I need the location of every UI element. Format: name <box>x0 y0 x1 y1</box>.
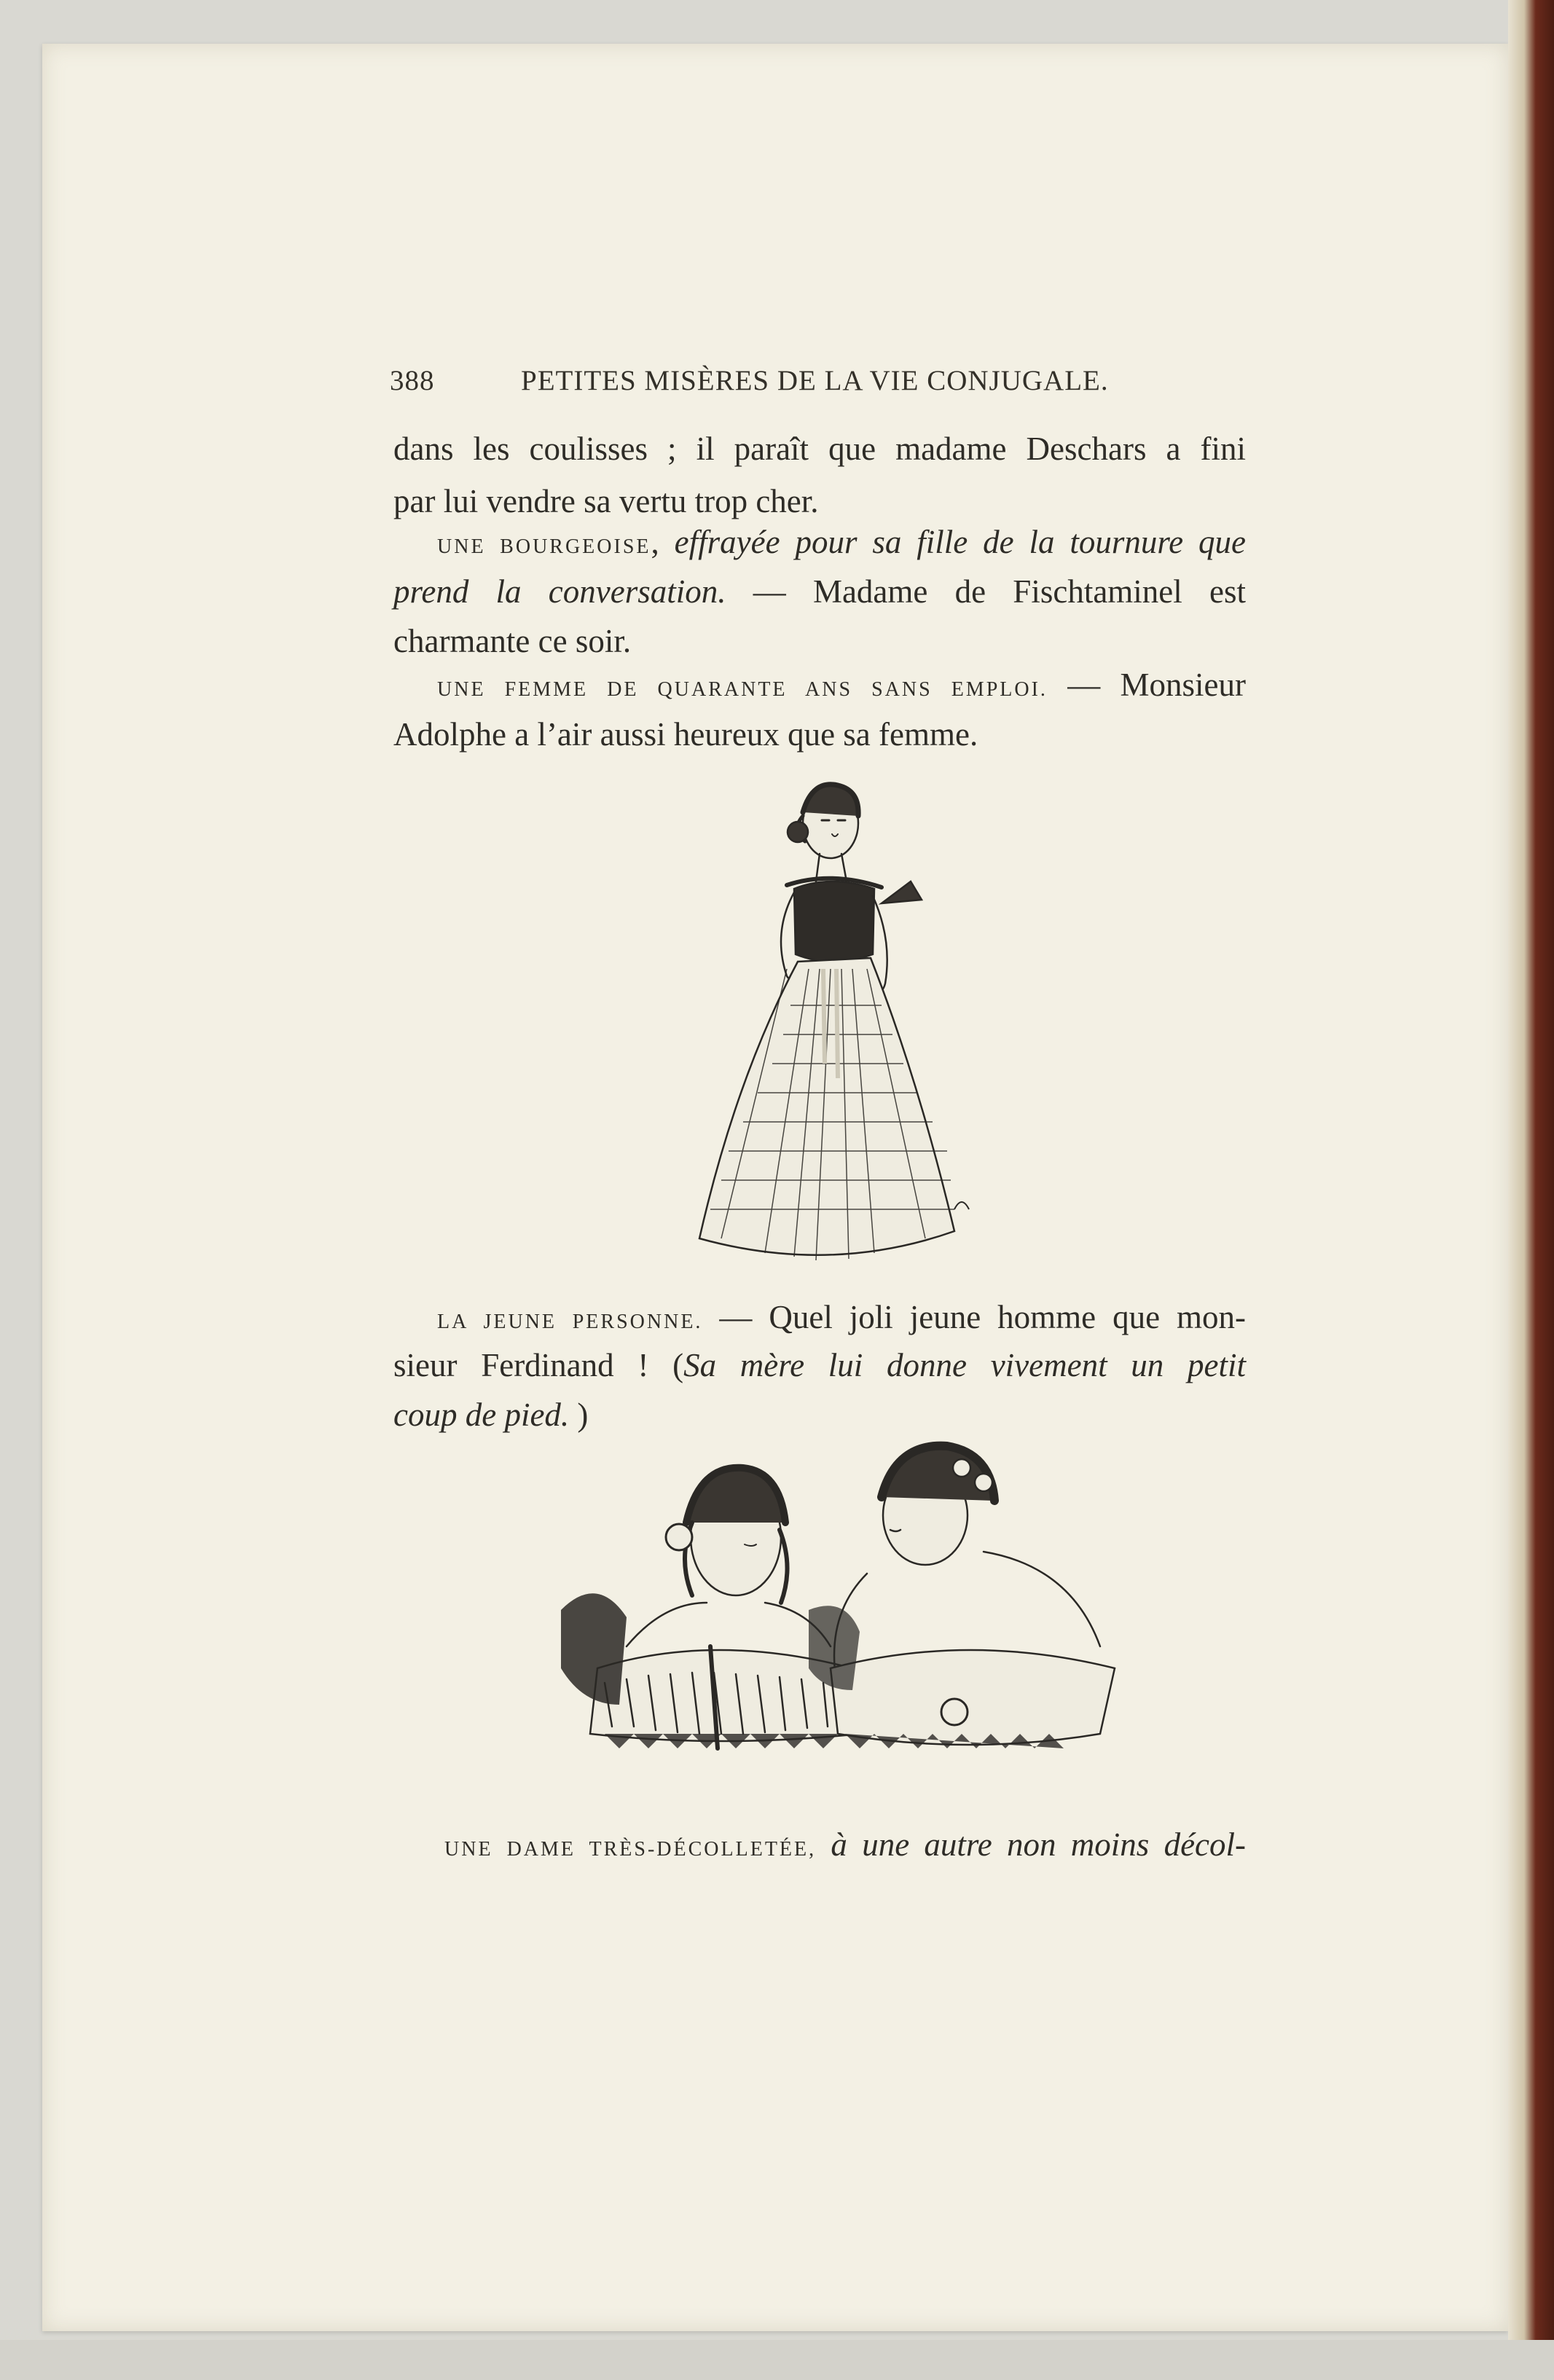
italic-text: effrayée pour sa fille de la tournure que <box>674 524 1247 560</box>
text-run: , <box>651 524 675 560</box>
italic-text: Sa mère lui donne vivement un petit <box>683 1347 1247 1383</box>
italic-text: à une autre non moins décol- <box>831 1826 1246 1863</box>
text-line <box>393 565 1246 618</box>
text-run: par lui vendre sa vertu trop cher. <box>393 483 819 519</box>
text-run: Adolphe a l’air aussi heureux que sa femme. <box>393 716 978 753</box>
speaker-label: UNE DAME TRÈS-DÉCOLLETÉE, <box>444 1838 817 1861</box>
text-line <box>393 708 1246 761</box>
book-binding-edge <box>1508 0 1554 2380</box>
two-women-decollete-engraving <box>517 1428 1158 1807</box>
running-title: PETITES MISÈRES DE LA VIE CONJUGALE. <box>521 365 1109 396</box>
speaker-label: UNE FEMME DE QUARANTE ANS SANS EMPLOI. <box>437 678 1048 701</box>
speaker-label: UNE BOURGEOISE <box>437 535 651 558</box>
text-run: sieur Ferdinand ! ( <box>393 1347 684 1383</box>
italic-text: coup de pied. <box>393 1397 570 1433</box>
speaker-label: LA JEUNE PERSONNE. <box>437 1311 703 1333</box>
page-number: 388 <box>390 365 435 396</box>
text-run: — Quel joli jeune homme que mon- <box>702 1299 1247 1335</box>
text-run: charmante ce soir. <box>393 623 632 659</box>
text-line <box>444 1818 1246 1876</box>
text-run: — Madame de Fischtaminel est <box>726 573 1246 610</box>
italic-text: prend la conversation. <box>393 573 726 610</box>
scan-background <box>0 2340 1554 2380</box>
text-line <box>393 423 1246 475</box>
young-woman-with-fan-engraving <box>641 772 1020 1282</box>
text-run <box>816 1826 831 1863</box>
text-run: — Monsieur <box>1047 667 1246 703</box>
text-run: dans les coulisses ; il paraît que madame Deschars a fini <box>393 431 1246 467</box>
text-run: ) <box>569 1397 589 1433</box>
text-line <box>393 1339 1246 1391</box>
